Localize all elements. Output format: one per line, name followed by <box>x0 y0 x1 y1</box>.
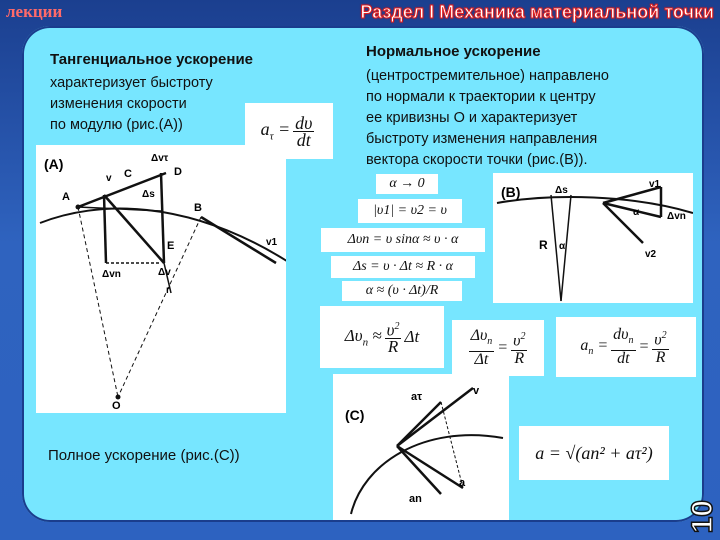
v1-label-b: v1 <box>649 179 661 190</box>
r-label-a: r <box>166 285 170 296</box>
tangential-text-1: характеризует быстроту <box>50 75 213 91</box>
v-label-c: v <box>473 385 480 397</box>
normal-text-1: (центростремительное) направлено <box>366 68 609 84</box>
figure-b <box>493 173 693 303</box>
normal-text-5: вектора скорости точки (рис.(В)). <box>366 152 588 168</box>
formula-delta-s: Δs = υ · Δt ≈ R · α <box>331 256 475 278</box>
formula-v1-eq-v2: |υ1| = υ2 = υ <box>358 199 462 223</box>
v1-label-a: v1 <box>266 237 278 248</box>
r-label-b: R <box>539 238 548 252</box>
point-a-label: A <box>62 191 70 203</box>
normal-text-2: по нормали к траектории к центру <box>366 89 596 105</box>
alpha-label-b2: α <box>559 241 566 252</box>
point-o-label: O <box>112 400 121 412</box>
tangential-text-2: изменения скорости <box>50 96 187 112</box>
delta-v-tau-label: Δvτ <box>151 153 169 164</box>
normal-text-3: ее кривизны О и характеризует <box>366 110 578 126</box>
tangential-title: Тангенциальное ускорение <box>50 51 254 68</box>
delta-s-label-b: Δs <box>555 185 568 196</box>
formula-a-tau: $a_\tau$ = $\frac{d\upsilon}{dt}$ <box>245 103 333 159</box>
delta-vn-label-a: Δvn <box>102 269 121 280</box>
lectures-label: лекции <box>6 2 63 21</box>
point-b-label: B <box>194 202 202 214</box>
page-number: 10 <box>686 500 719 534</box>
v2-label-b: v2 <box>645 249 657 260</box>
a-label-c: a <box>459 477 466 489</box>
v-label-a: v <box>106 173 112 184</box>
figure-a-label: (A) <box>44 156 64 172</box>
figure-c <box>333 374 509 520</box>
formula-delta-vn: Δυn = υ sinα ≈ υ · α <box>321 228 485 252</box>
formula-alpha-to-zero: α → 0 <box>376 174 438 194</box>
tangential-text-3: по модулю (рис.(А)) <box>50 117 183 133</box>
formula-delta-vn-dt: $\frac{\Delta\upsilon_n}{\Delta t}$ = $\frac{\upsilon^2}{R}$ <box>452 320 544 376</box>
formula-a-full: a = √(an² + aτ²) <box>519 426 669 480</box>
figure-b-label: (B) <box>501 184 521 200</box>
section-title: Раздел I Механика материальной точки <box>360 2 714 22</box>
a-n-label-c: an <box>409 493 422 505</box>
alpha-label-b1: α <box>633 207 640 218</box>
figure-a <box>36 145 286 413</box>
delta-v-label-a: Δv <box>158 267 171 278</box>
delta-s-label-a: Δs <box>142 189 155 200</box>
point-e-label: E <box>167 240 175 252</box>
formula-alpha-approx: α ≈ (υ · Δt)/R <box>342 281 462 301</box>
figure-c-label: (C) <box>345 407 365 423</box>
formula-a-n: $a_n$ = $\frac{d\upsilon_n}{dt}$ = $\frac{\upsilon^2}{R}$ <box>556 317 696 377</box>
point-d-label: D <box>174 166 182 178</box>
a-tau-label-c: aτ <box>411 391 423 403</box>
delta-vn-label-b: Δvn <box>667 211 686 222</box>
formula-delta-vn-approx: $\Delta\upsilon_n$ ≈ $\frac{\upsilon^2}{R}$ Δt <box>320 306 444 368</box>
normal-title: Нормальное ускорение <box>366 43 541 60</box>
point-c-label: C <box>124 168 132 180</box>
normal-text-4: быстроту изменения направления <box>366 131 598 147</box>
full-acceleration-text: Полное ускорение (рис.(С)) <box>48 447 240 464</box>
